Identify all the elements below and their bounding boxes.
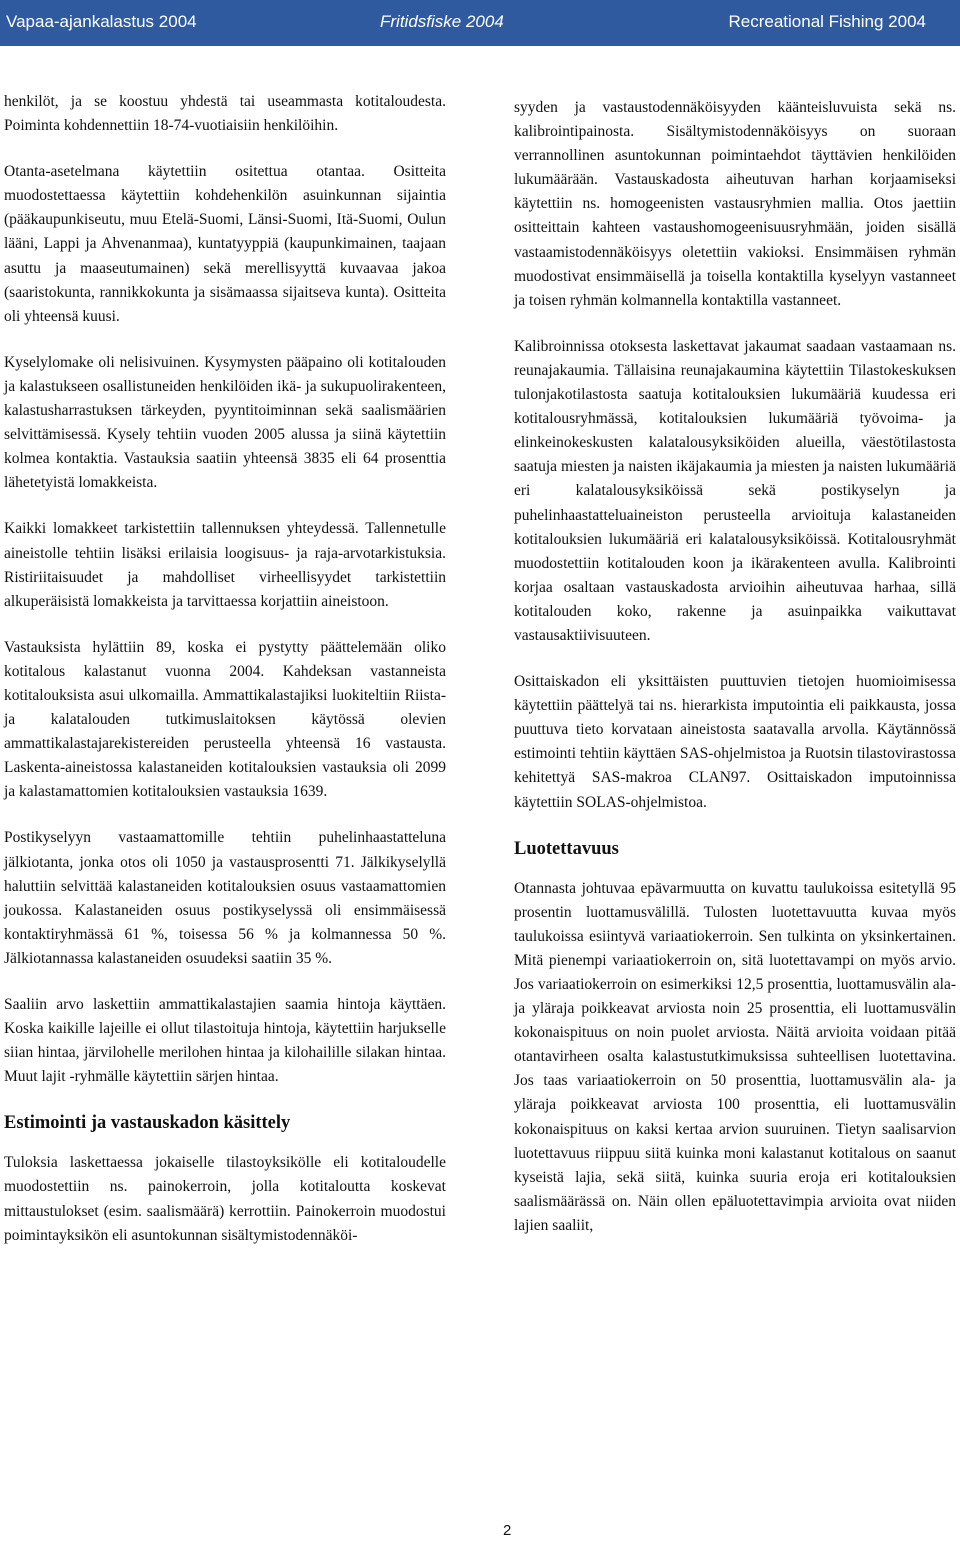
- paragraph: Kaikki lomakkeet tarkistettiin tallennuksen yhteydessä. Tallennetulle aineistolle tehtiin lisäksi erilaisia loogisuus- ja raja-arvotarkistuksia. Ristiriitaisuudet ja mahdolliset virheellisyydet tarkistettiin alkuperäisistä lomakkeista ja tarvittaessa korjattiin aineistoon.: [4, 520, 446, 610]
- left-column: [4, 90, 446, 1270]
- header-right-title: Recreational Fishing 2004: [728, 12, 926, 31]
- header-left-title: Vapaa-ajankalastus 2004: [6, 12, 197, 31]
- paragraph: henkilöt, ja se koostuu yhdestä tai useammasta kotitaloudesta. Poiminta kohdennettiin 18-74-vuotiaisiin henkilöihin.: [4, 93, 446, 135]
- right-column: [514, 96, 956, 1260]
- paragraph: Saaliin arvo laskettiin ammattikalastajien saamia hintoja käyttäen. Koska kaikille lajeille ei ollut tilastoituja hintoja, käytettiin harjukselle siian hintaa, järvilohelle merilohen hintaa ja kilohailille silakan hintaa. Muut lajit -ryhmälle käytettiin särjen hintaa.: [4, 996, 446, 1086]
- paragraph: Tuloksia laskettaessa jokaiselle tilastoyksikölle eli kotitaloudelle muodostettiin ns. painokerroin, jolla kotitaloutta koskevat mittaustulokset (esim. saalismäärä) kerrottiin. Painokerroin muodostui poimintayksikön eli asuntokunnan sisältymistodennäköi-: [4, 1154, 446, 1244]
- paragraph: Otanta-asetelmana käytettiin ositettua otantaa. Ositteita muodostettaessa käytettiin kohdehenkilön asuinkunnan sijaintia (pääkaupunkiseutu, muu Etelä-Suomi, Länsi-Suomi, Itä-Suomi, Oulun lääni, Lappi ja Ahvenanmaa), kuntatyyppiä (kaupunkimainen, taajaan asuttu ja maaseutumainen) sekä merellisyyttä kuvaavaa jakoa (saaristokunta, rannikkokunta ja sisämaassa sijaitseva kunta). Ositteita oli yhteensä kuusi.: [4, 163, 446, 325]
- paragraph: Kalibroinnissa otoksesta laskettavat jakaumat saadaan vastaamaan ns. reunajakaumia. Tällaisina reunajakaumina käytettiin Tilastokeskuksen tulonjakotilastosta saatuja kotitalouksien lukumääriä kuudessa eri kotitalousryhmässä, kotitalouksien lukumääriä työvoima- ja elinkeinokeskusten kalatalousyksiköiden alueilla, väestötilastosta saatuja miesten ja naisten ikäjakaumia ja miesten ja naisten lukumääriä eri kalatalousyksiköissä sekä postikyselyn ja puhelinhaastatteluaineiston perusteella arvioituja kalastaneiden kotitalouksien lukumääriä eri kalatalousyksiköissä. Kotitalousryhmät muodostettiin kotitalouden koon ja ikärakenteen avulla. Kalibrointi korjaa osaltaan vastauskadosta arvioihin aiheutuvaa harhaa, sillä kotitalouden koko, rakenne ja asuinpaikka vaikuttavat vastausaktiivisuuteen.: [514, 337, 956, 644]
- paragraph: Kyselylomake oli nelisivuinen. Kysymysten pääpaino oli kotitalouden ja kalastukseen osallistuneiden henkilöiden ikä- ja sukupuolirakenteen, kalastusharrastuksen tärkeyden, pyyntitoiminnan sekä saalismäärien selvittämisessä. Kysely tehtiin vuoden 2005 alussa ja siinä käytettiin kolmea kontaktia. Vastauksia saatiin yhteensä 3835 eli 64 prosenttia lähetetyistä lomakkeista.: [4, 353, 446, 492]
- paragraph: Osittaiskadon eli yksittäisten puuttuvien tietojen huomioimisessa käytettiin päättelyä tai ns. hierarkista imputointia eli paikkausta, jossa puuttuva tieto korvataan aineistosta saatavalla arvolla. Käytännössä estimointi tehtiin käyttäen SAS-ohjelmistoa ja Ruotsin tilastovirastossa kehitettyä SAS-makroa CLAN97. Osittaiskadon imputoinnissa käytettiin SOLAS-ohjelmistoa.: [514, 673, 956, 811]
- running-header: [0, 0, 960, 46]
- paragraph: Otannasta johtuvaa epävarmuutta on kuvattu taulukoissa esitetyllä 95 prosentin luottamusvälillä. Tulosten luotettavuutta kuvaa myös taulukoissa esiintyvä variaatiokerroin. Sen tulkinta on yksinkertainen. Mitä pienempi variaatiokerroin on, sitä luotettavampi on myös arvio. Jos variaatiokerroin on esimerkiksi 12,5 prosenttia, luottamusvälin ala- ja yläraja poikkeavat arviosta noin 25 prosenttia, eli luottamusvälin kokonaispituus on noin puolet arviosta. Näitä arvioita voidaan pitää otantavirheen osalta kalastustutkimuksissa suhteellisen luotettavina. Jos taas variaatiokerroin on 50 prosenttia, luottamusvälin ala- ja yläraja poikkeavat arviosta 100 prosenttia, eli luottamusvälin kokonaispituus on kaksi kertaa arvion suuruinen. Tietyn saalisarvion luotettavuus riippuu siitä kuinka moni kalastanut kotitalous on saanut kyseistä lajia, sekä siitä, kuinka suuria eroja eri kotitalouksien saalismäärässä on. Näin ollen epäluotettavimpia arvioita ovat niiden lajien saaliit,: [514, 879, 956, 1234]
- paragraph: Vastauksista hylättiin 89, koska ei pystytty päättelemään oliko kotitalous kalastanut vuonna 2004. Kahdeksan vastanneista kotitalouksista asui ulkomailla. Ammattikalastajiksi luokiteltiin Riista- ja kalatalouden tutkimuslaitoksen käytössä olevien ammattikalastajarekistereiden perusteella yhteensä 16 vastausta. Laskenta-aineistossa kalastaneiden kotitalouksien vastauksia oli 2099 ja kalastamattomien kotitalouksien vastauksia 1639.: [4, 638, 446, 801]
- page-number: 2: [503, 1522, 512, 1539]
- paragraph: syyden ja vastaustodennäköisyyden käänteisluvuista sekä ns. kalibrointipainosta. Sisältymistodennäköisyys on suoraan verrannollinen asuntokunnan poimintaehdot täyttävien henkilöiden lukumäärään. Vastauskadosta aiheutuvan harhan korjaamiseksi käytettiin ns. homogeenisten vastausryhmien mallia. Otos jaettiin ositteittain kahteen vastaushomogeenisuusryhmään, joiden sisällä vastaamistodennäköisyys oletettiin vakioksi. Ensimmäisen ryhmän muodostivat ensimmäisellä ja toisella kontaktilla kyselyyn vastanneet ja toisen ryhmän kolmannella kontaktilla vastanneet.: [514, 99, 956, 309]
- section-heading: Estimointi ja vastauskadon käsittely: [4, 1113, 291, 1134]
- section-heading: Luotettavuus: [514, 838, 619, 859]
- header-center-title: Fritidsfiske 2004: [380, 12, 504, 31]
- paragraph: Postikyselyyn vastaamattomille tehtiin puhelinhaastatteluna jälkiotanta, jonka otos oli 1050 ja vastausprosentti 71. Jälkikyselyllä haluttiin selvittää kalastaneiden kotitalouksien osuus vastaamattomien joukossa. Kalastaneiden osuus postikyselyssä oli ensimmäisessä kontaktiryhmässä 61 %, toisessa 56 % ja kolmannessa 50 %. Jälkiotannassa kalastaneiden osuudeksi saatiin 35 %.: [4, 829, 446, 967]
